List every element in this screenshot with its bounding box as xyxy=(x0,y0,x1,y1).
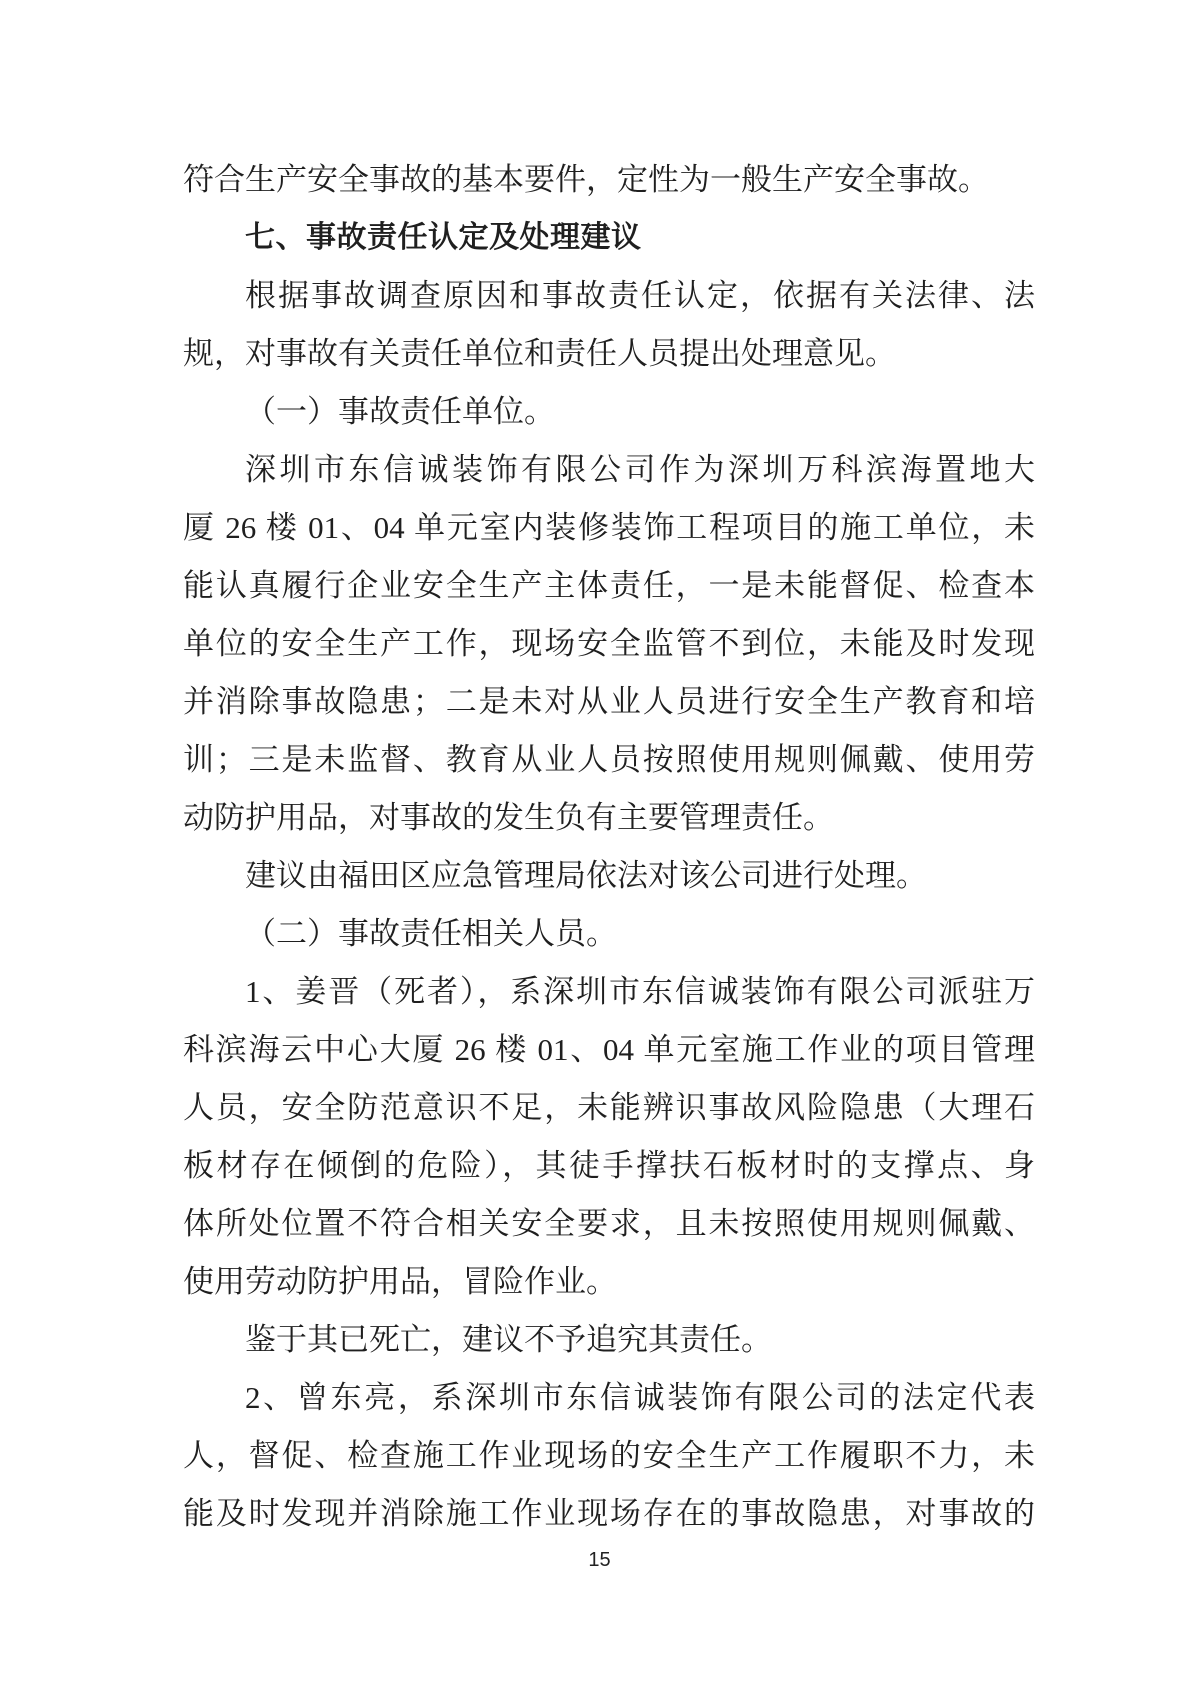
text-line: 根据事故调查原因和事故责任认定，依据有关法律、法 xyxy=(245,278,1035,313)
text-line: 体所处位置不符合相关安全要求，且未按照使用规则佩戴、 xyxy=(183,1206,1035,1241)
text-line: 符合生产安全事故的基本要件，定性为一般生产安全事故。 xyxy=(183,162,989,197)
text-line: （二）事故责任相关人员。 xyxy=(245,916,617,951)
section-heading: 七、事故责任认定及处理建议 xyxy=(245,221,642,254)
text-line: （一）事故责任单位。 xyxy=(245,394,555,429)
document-body xyxy=(183,151,1035,1543)
text-line: 训；三是未监督、教育从业人员按照使用规则佩戴、使用劳 xyxy=(183,742,1035,777)
text-line: 使用劳动防护用品，冒险作业。 xyxy=(183,1264,617,1299)
text-line: 1、姜晋（死者），系深圳市东信诚装饰有限公司派驻万 xyxy=(245,974,1035,1009)
text-line: 科滨海云中心大厦 26 楼 01、04 单元室施工作业的项目管理 xyxy=(183,1032,1035,1067)
text-line: 深圳市东信诚装饰有限公司作为深圳万科滨海置地大 xyxy=(245,452,1035,487)
text-line: 规，对事故有关责任单位和责任人员提出处理意见。 xyxy=(183,336,896,371)
text-line: 能及时发现并消除施工作业现场存在的事故隐患，对事故的 xyxy=(183,1496,1035,1531)
text-line: 建议由福田区应急管理局依法对该公司进行处理。 xyxy=(245,858,927,893)
text-line: 鉴于其已死亡，建议不予追究其责任。 xyxy=(245,1322,772,1357)
page-number: 15 xyxy=(588,1549,611,1571)
text-line: 动防护用品，对事故的发生负有主要管理责任。 xyxy=(183,800,834,835)
text-line: 人员，安全防范意识不足，未能辨识事故风险隐患（大理石 xyxy=(183,1090,1035,1125)
text-line: 2、曾东亮，系深圳市东信诚装饰有限公司的法定代表 xyxy=(245,1380,1035,1415)
text-line: 人，督促、检查施工作业现场的安全生产工作履职不力，未 xyxy=(183,1438,1035,1473)
text-line: 板材存在倾倒的危险），其徒手撑扶石板材时的支撑点、身 xyxy=(183,1148,1035,1183)
text-line: 厦 26 楼 01、04 单元室内装修装饰工程项目的施工单位，未 xyxy=(183,510,1035,545)
text-line: 并消除事故隐患；二是未对从业人员进行安全生产教育和培 xyxy=(183,684,1035,719)
text-line: 能认真履行企业安全生产主体责任，一是未能督促、检查本 xyxy=(183,568,1035,603)
text-line: 单位的安全生产工作，现场安全监管不到位，未能及时发现 xyxy=(183,626,1035,661)
